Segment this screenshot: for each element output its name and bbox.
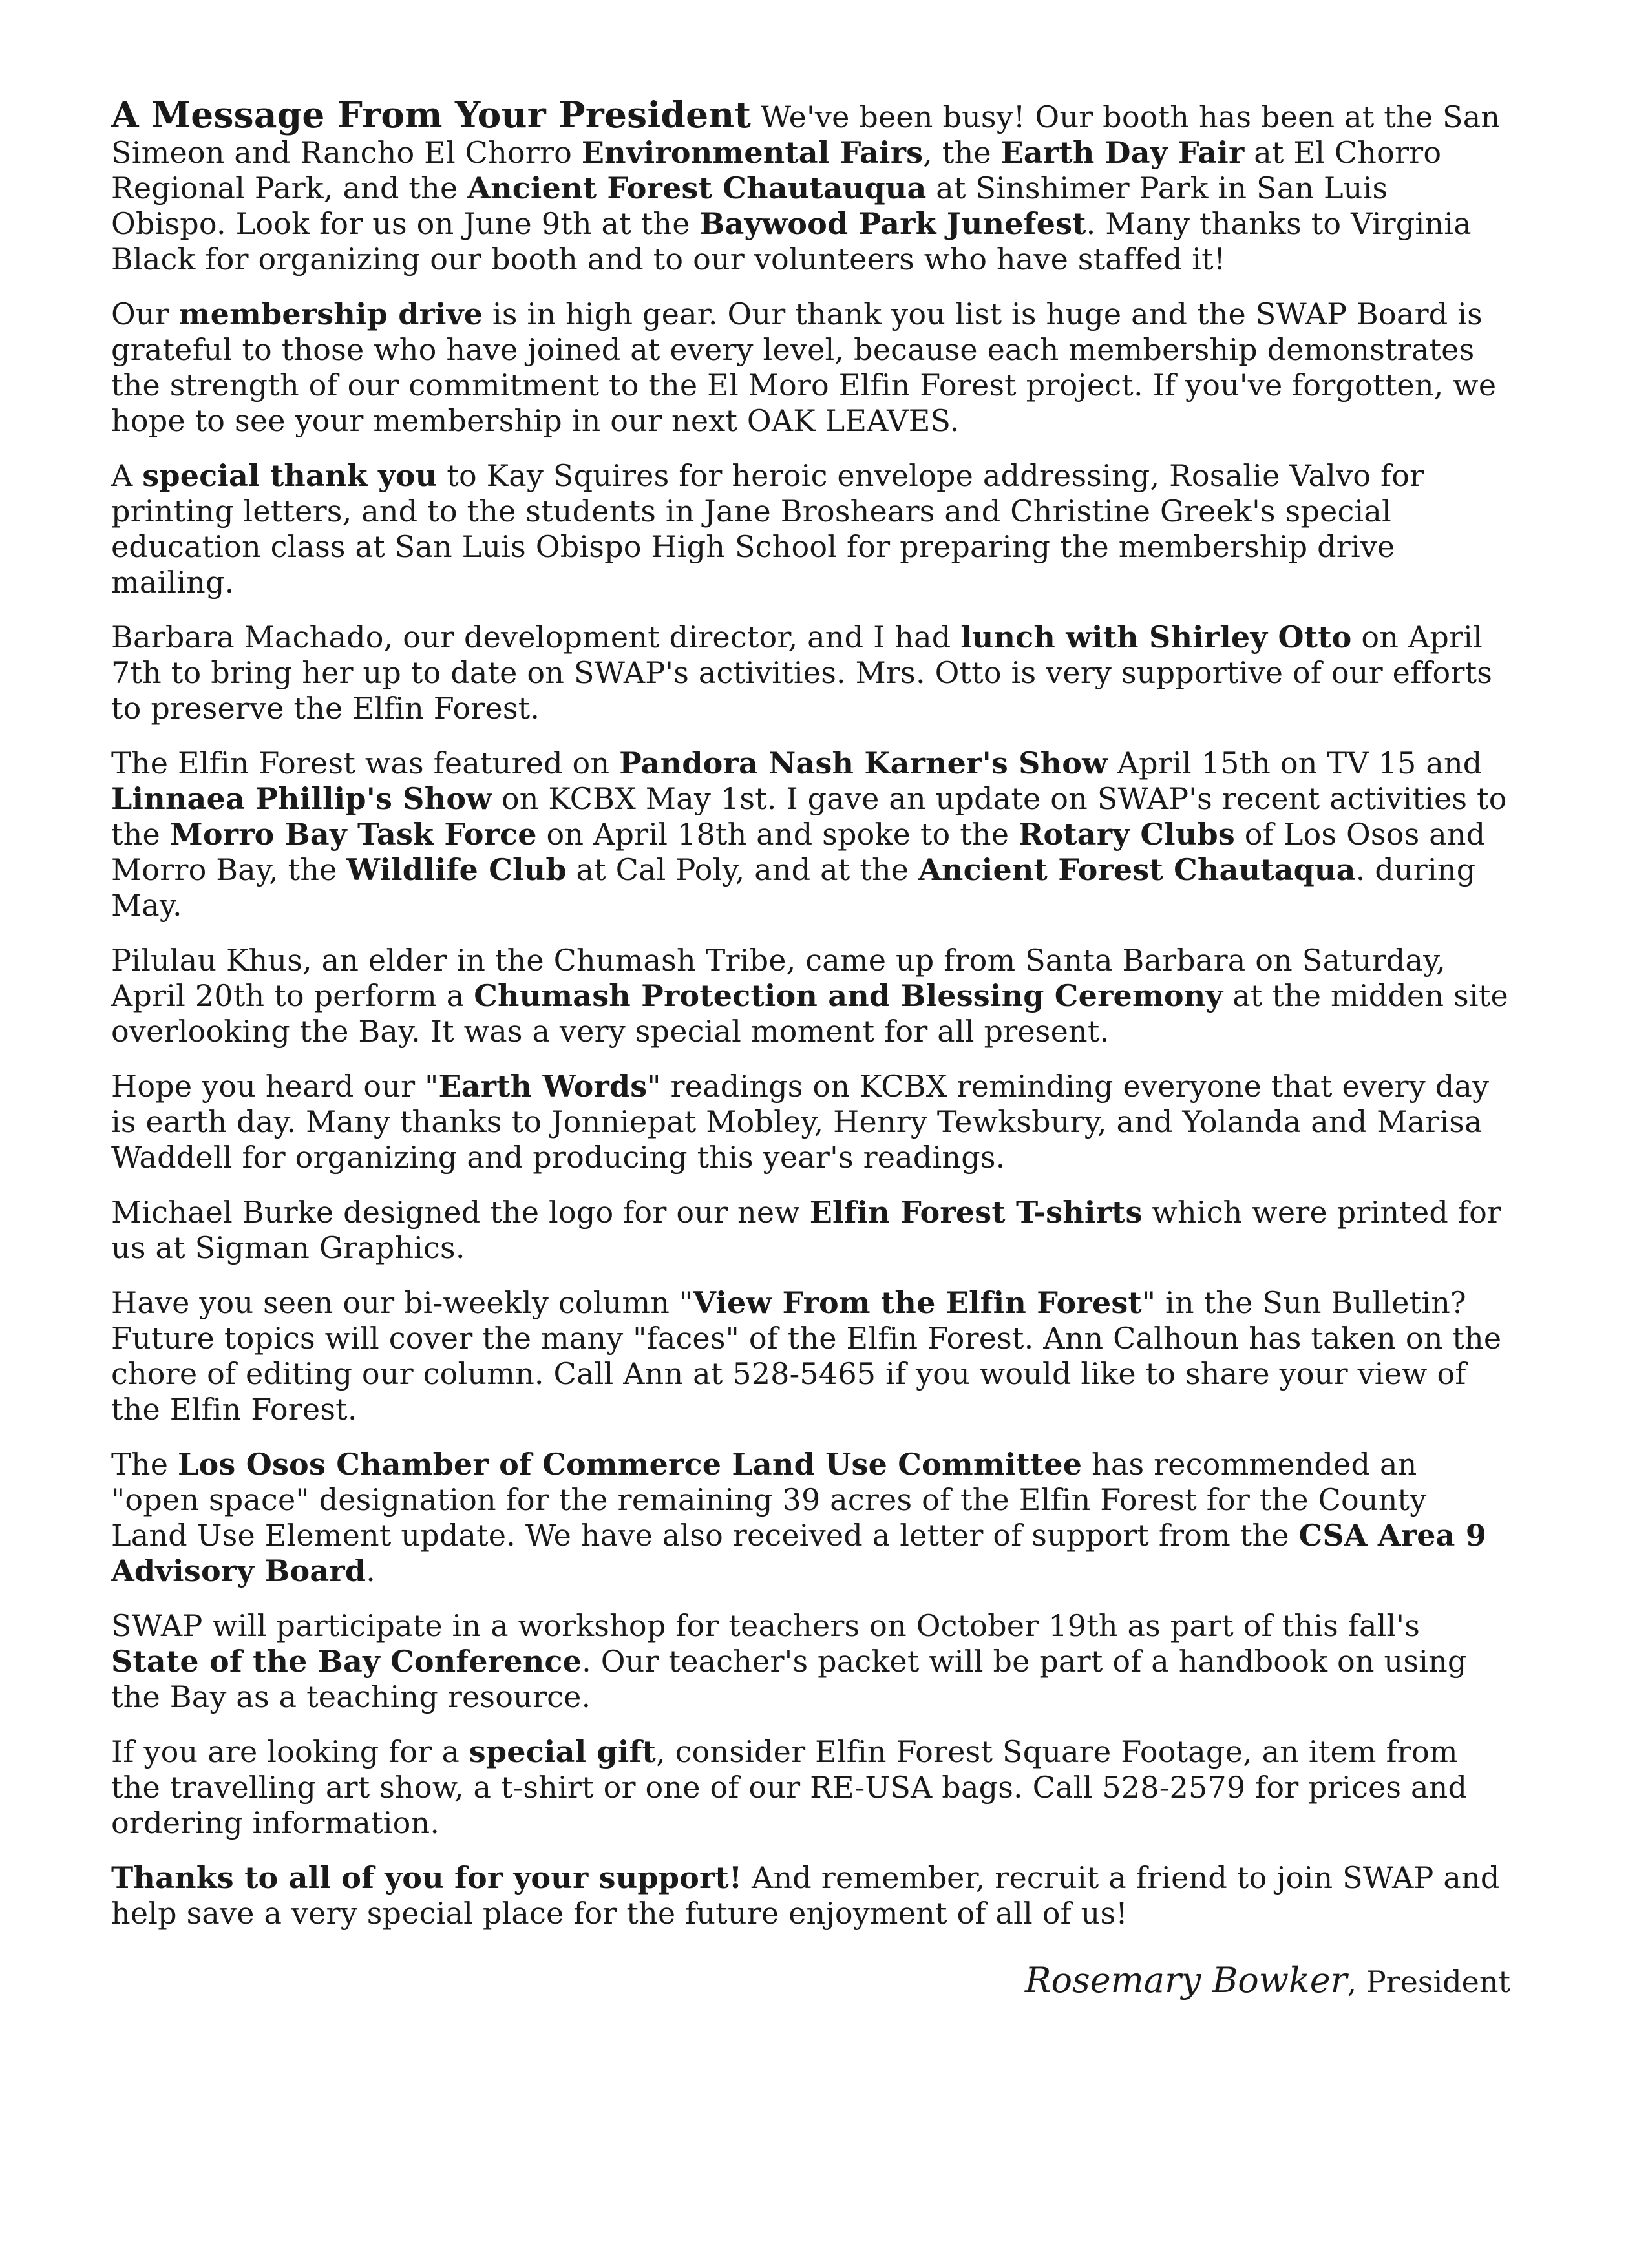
bold-phrase: lunch with Shirley Otto — [960, 620, 1352, 655]
text-run: Have you seen our bi-weekly column " — [111, 1285, 693, 1320]
text-run: at Sinshimer Park in San Luis Obispo. Look for us on June 9th at the — [111, 171, 1388, 241]
text-run: . Our teacher's packet will be part of a handbook on using the Bay as a teaching resource. — [111, 1644, 1467, 1714]
message-paragraph — [111, 620, 1510, 726]
bold-phrase: State of the Bay Conference — [111, 1644, 582, 1679]
bold-phrase: Baywood Park Junefest — [699, 206, 1086, 241]
bold-phrase: Earth Day Fair — [1000, 135, 1245, 170]
bold-phrase: special thank you — [142, 458, 438, 493]
message-paragraph — [111, 458, 1510, 600]
bold-phrase: Chumash Protection and Blessing Ceremony — [474, 978, 1223, 1013]
bold-phrase: Earth Words — [438, 1069, 648, 1104]
bold-phrase: View From the Elfin Forest — [693, 1285, 1142, 1320]
text-run: . during May. — [111, 852, 1476, 923]
newsletter-page — [111, 94, 1510, 2001]
bold-phrase: special gift — [469, 1734, 656, 1769]
text-run: , consider Elfin Forest Square Footage, an item from the travelling art show, a t-shirt or one of our RE-USA bags. Call 528-2579 for prices and ordering information. — [111, 1734, 1468, 1840]
signature-block — [111, 1961, 1510, 2001]
text-run: SWAP will participate in a workshop for teachers on October 19th as part of this fall's — [111, 1608, 1421, 1643]
message-paragraph — [111, 1734, 1510, 1841]
message-paragraph — [111, 1285, 1510, 1427]
president-message — [111, 94, 1510, 1931]
bold-phrase: Morro Bay Task Force — [169, 817, 537, 852]
text-run: . Many thanks to Virginia Black for organizing our booth and to our volunteers who have staffed it! — [111, 206, 1472, 277]
text-run: at Cal Poly, and at the — [566, 852, 919, 887]
bold-phrase: Environmental Fairs — [581, 135, 924, 170]
signature-separator: , — [1347, 1964, 1366, 1999]
text-run: Pilulau Khus, an elder in the Chumash Tribe, came up from Santa Barbara on Saturday, April 20th to perform a — [111, 943, 1446, 1013]
text-run: Our — [111, 297, 179, 331]
bold-phrase: Elfin Forest T-shirts — [809, 1195, 1143, 1230]
text-run: " readings on KCBX reminding everyone that every day is earth day. Many thanks to Jonniepat Mobley, Henry Tewksbury, and Yolanda and Marisa Waddell for organizing and producing this year's readings. — [111, 1069, 1490, 1175]
message-paragraph — [111, 1447, 1510, 1589]
message-paragraph — [111, 1860, 1510, 1931]
text-run: April 15th on TV 15 and — [1107, 746, 1483, 781]
text-run: " in the Sun Bulletin? Future topics will cover the many "faces" of the Elfin Forest. Ann Calhoun has taken on the chore of editing our column. Call Ann at 528-5465 if you would like to share your view of the Elfin Forest. — [111, 1285, 1502, 1427]
bold-phrase: Linnaea Phillip's Show — [111, 781, 492, 816]
text-run: is in high gear. Our thank you list is huge and the SWAP Board is grateful to those who have joined at every level, because each membership demonstrates the strength of our commitment to the El Moro Elfin Forest project. If you've forgotten, we hope to see your membership in our next OAK LEAVES. — [111, 297, 1497, 438]
text-run: The Elfin Forest was featured on — [111, 746, 620, 781]
signature-title: President — [1366, 1964, 1510, 1999]
message-paragraph — [111, 297, 1510, 439]
bold-phrase: Ancient Forest Chautaqua — [918, 852, 1356, 887]
text-run: which were printed for us at Sigman Graphics. — [111, 1195, 1502, 1265]
text-run: has recommended an "open space" designation for the remaining 39 acres of the Elfin Forest for the County Land Use Element update. We have also received a letter of support from the — [111, 1447, 1427, 1553]
text-run: The — [111, 1447, 178, 1482]
message-paragraph — [111, 943, 1510, 1049]
text-run: at the midden site overlooking the Bay. It was a very special moment for all present. — [111, 978, 1508, 1049]
bold-phrase: CSA Area 9 Advisory Board — [111, 1518, 1487, 1588]
bold-phrase: Rotary Clubs — [1019, 817, 1235, 852]
message-paragraph — [111, 1195, 1510, 1266]
bold-phrase: Thanks to all of you for your support! — [111, 1860, 743, 1895]
text-run: If you are looking for a — [111, 1734, 469, 1769]
text-run: A — [111, 458, 143, 493]
text-run: on KCBX May 1st. I gave an update on SWAP's recent activities to the — [111, 781, 1507, 852]
message-paragraph — [111, 94, 1510, 277]
bold-phrase: membership drive — [178, 297, 483, 331]
message-paragraph — [111, 1069, 1510, 1175]
text-run: of Los Osos and Morro Bay, the — [111, 817, 1486, 887]
bold-phrase: Wildlife Club — [346, 852, 567, 887]
text-run: Barbara Machado, our development director, and I had — [111, 620, 961, 655]
text-run: . — [366, 1553, 376, 1588]
message-paragraph — [111, 1608, 1510, 1715]
text-run: We've been busy! Our booth has been at the San Simeon and Rancho El Chorro — [111, 100, 1501, 170]
message-paragraph — [111, 746, 1510, 923]
bold-phrase: Pandora Nash Karner's Show — [619, 746, 1108, 781]
message-headline: A Message From Your President — [111, 94, 752, 136]
text-run: Michael Burke designed the logo for our new — [111, 1195, 810, 1230]
text-run: , the — [923, 135, 1001, 170]
text-run: at El Chorro Regional Park, and the — [111, 135, 1442, 205]
bold-phrase: Los Osos Chamber of Commerce Land Use Committee — [177, 1447, 1083, 1482]
text-run: Hope you heard our " — [111, 1069, 439, 1104]
text-run: on April 7th to bring her up to date on SWAP's activities. Mrs. Otto is very supportive of our efforts to preserve the Elfin Forest. — [111, 620, 1493, 726]
text-run: to Kay Squires for heroic envelope addressing, Rosalie Valvo for printing letters, and to the students in Jane Broshears and Christine Greek's special education class at San Luis Obispo High School for preparing the membership drive mailing. — [111, 458, 1424, 600]
text-run: on April 18th and spoke to the — [536, 817, 1019, 852]
text-run: And remember, recruit a friend to join SWAP and help save a very special place for the future enjoyment of all of us! — [111, 1860, 1500, 1931]
bold-phrase: Ancient Forest Chautauqua — [467, 171, 927, 205]
president-signature: Rosemary Bowker — [1024, 1960, 1347, 2000]
